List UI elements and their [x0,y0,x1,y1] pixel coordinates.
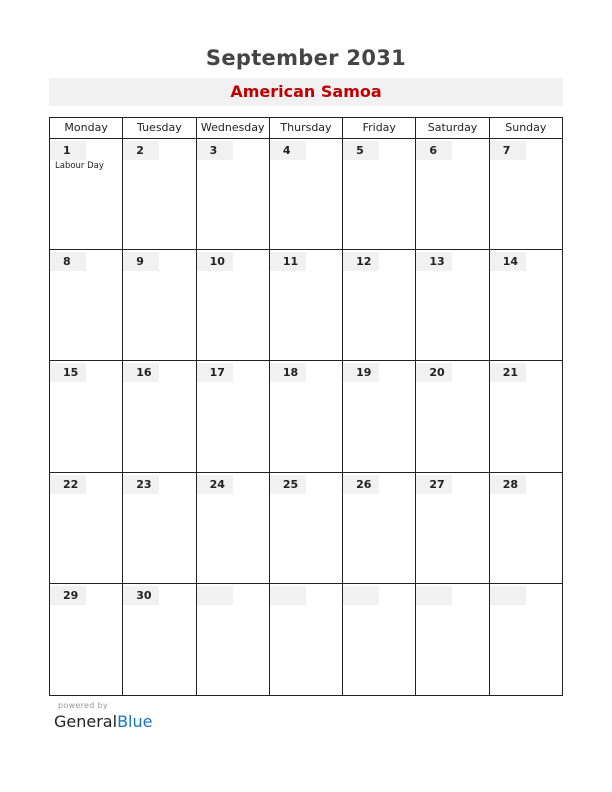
day-number: 20 [416,363,452,382]
day-cell[interactable] [196,361,269,471]
week-row [50,473,562,584]
weeks-container [50,139,562,695]
day-cell[interactable] [342,361,415,471]
day-number: 1 [50,141,86,160]
day-cell[interactable] [122,250,195,360]
weekday-monday: Monday [64,121,108,134]
day-cell[interactable] [415,584,488,695]
week-row [50,361,562,472]
day-number: 24 [197,475,233,494]
day-number: 4 [270,141,306,160]
day-cell[interactable] [342,584,415,695]
day-cell[interactable] [50,473,122,583]
day-cell[interactable] [50,139,122,249]
day-cell[interactable] [269,473,342,583]
day-number: 5 [343,141,379,160]
day-cell[interactable] [269,139,342,249]
weekday-friday: Friday [342,118,415,138]
day-cell[interactable] [269,250,342,360]
day-cell[interactable] [122,139,195,249]
day-number: 13 [416,252,452,271]
day-number: 12 [343,252,379,271]
day-number [343,586,379,605]
day-number: 9 [123,252,159,271]
country-name: American Samoa [230,82,382,101]
day-cell[interactable] [489,250,562,360]
day-cell[interactable] [50,361,122,471]
calendar-grid [49,117,563,696]
day-cell[interactable] [269,361,342,471]
day-cell[interactable] [342,473,415,583]
day-number [416,586,452,605]
day-cell[interactable] [196,473,269,583]
day-cell[interactable] [415,473,488,583]
day-number: 7 [490,141,526,160]
day-number: 3 [197,141,233,160]
day-cell[interactable] [122,473,195,583]
day-cell[interactable] [122,361,195,471]
day-cell[interactable] [196,584,269,695]
weekday-saturday: Saturday [415,118,488,138]
day-cell[interactable] [269,584,342,695]
calendar-title: September 2031 [205,46,407,70]
weekday-header-row [50,118,562,139]
brand-part-general: General [54,712,118,731]
day-cell[interactable] [50,584,122,695]
weekday-wednesday: Wednesday [196,118,269,138]
day-cell[interactable] [196,250,269,360]
week-row [50,139,562,250]
weekday-tuesday: Tuesday [122,118,195,138]
day-number: 27 [416,475,452,494]
weekday-sunday: Sunday [489,118,562,138]
day-number: 22 [50,475,86,494]
day-cell[interactable] [342,139,415,249]
day-cell[interactable] [50,250,122,360]
day-number: 6 [416,141,452,160]
day-number: 29 [50,586,86,605]
week-row [50,584,562,695]
day-number: 10 [197,252,233,271]
day-number: 16 [123,363,159,382]
holiday-label: Labour Day [55,161,104,171]
weekday-thursday: Thursday [269,118,342,138]
day-number: 21 [490,363,526,382]
day-number: 23 [123,475,159,494]
day-number: 15 [50,363,86,382]
day-number [197,586,233,605]
day-number: 26 [343,475,379,494]
day-number [490,586,526,605]
day-cell[interactable] [489,139,562,249]
day-cell[interactable] [415,139,488,249]
day-number: 2 [123,141,159,160]
day-number: 30 [123,586,159,605]
day-cell[interactable] [342,250,415,360]
brand-part-blue: Blue [117,712,153,731]
country-banner [49,78,563,106]
day-number: 28 [490,475,526,494]
day-cell[interactable] [415,361,488,471]
day-cell[interactable] [489,473,562,583]
day-number: 17 [197,363,233,382]
day-number: 25 [270,475,306,494]
generalblue-logo[interactable] [54,712,152,731]
day-cell[interactable] [489,361,562,471]
powered-by-label: powered by [58,701,108,710]
day-cell[interactable] [122,584,195,695]
week-row [50,250,562,361]
day-number: 14 [490,252,526,271]
day-number [270,586,306,605]
day-number: 18 [270,363,306,382]
day-cell[interactable] [489,584,562,695]
day-cell[interactable] [196,139,269,249]
day-number: 11 [270,252,306,271]
day-number: 19 [343,363,379,382]
day-cell[interactable] [415,250,488,360]
day-number: 8 [50,252,86,271]
